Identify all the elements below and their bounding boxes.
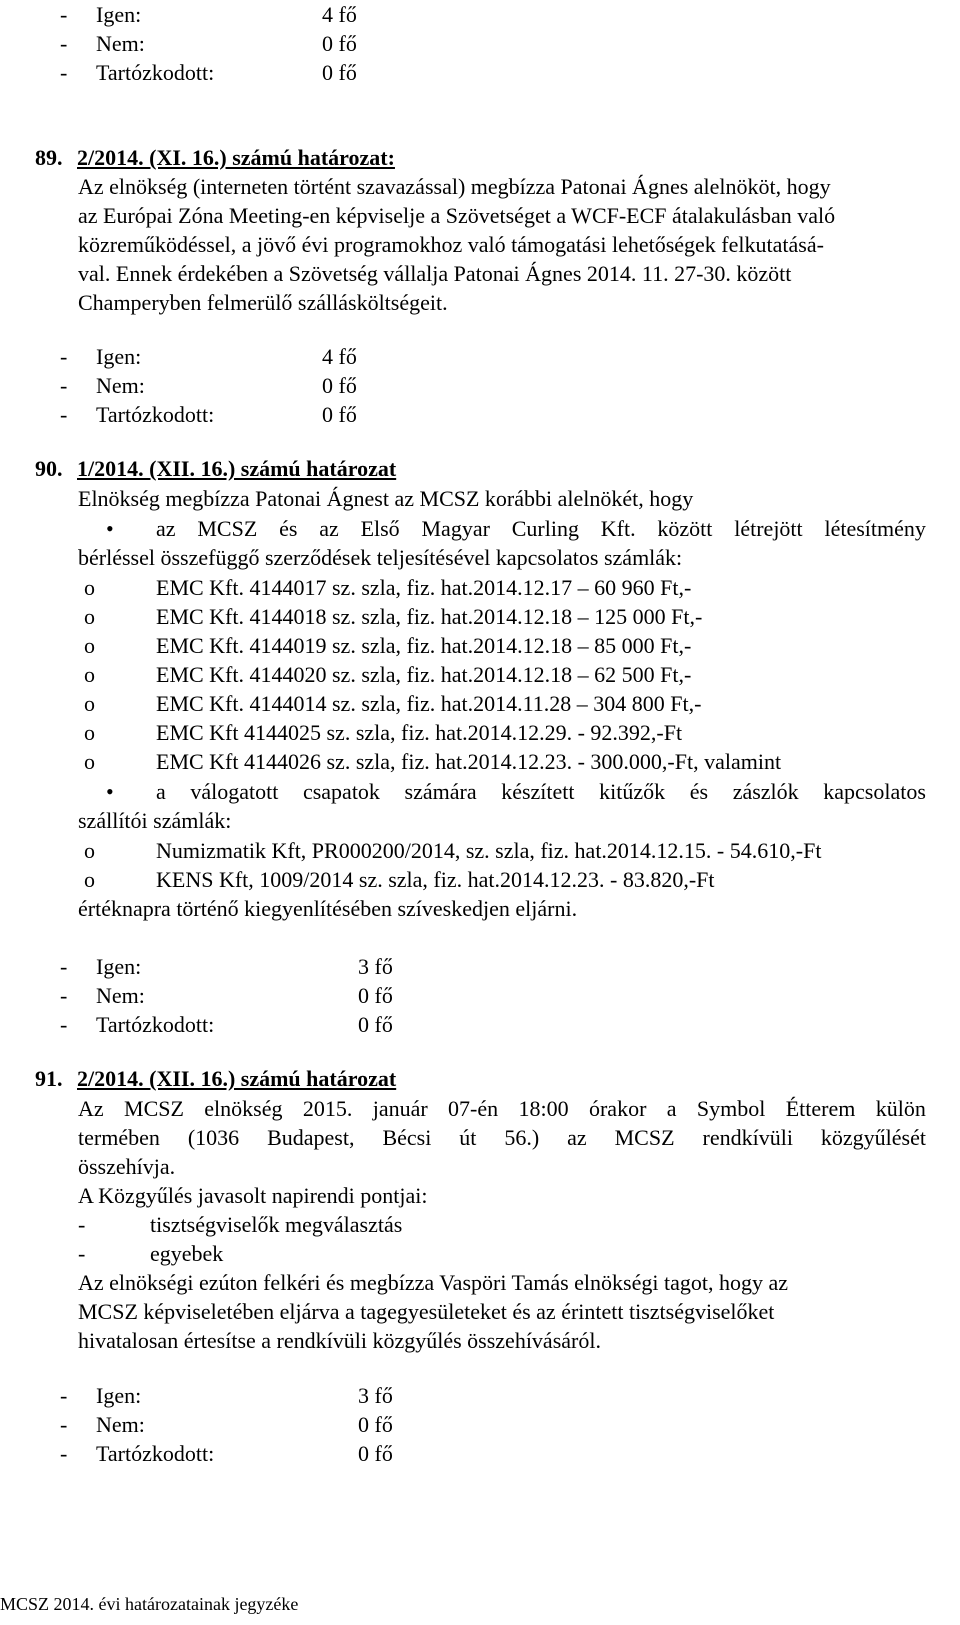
res90-vote-tartozkodott: - Tartózkodott: 0 fő	[60, 1012, 393, 1037]
resolution-89-heading: 89. 2/2014. (XI. 16.) számú határozat:	[35, 145, 395, 170]
res90-closing: értéknapra történő kiegyenlítésében szíveskedjen eljárni.	[78, 896, 578, 921]
bullet-icon: •	[106, 516, 114, 541]
res89-line: val. Ennek érdekében a Szövetség vállalja Patonai Ágnes 2014. 11. 27-30. között	[78, 261, 792, 286]
invoice-item: o KENS Kft, 1009/2014 sz. szla, fiz. hat.2014.12.23. - 83.820,-Ft	[84, 867, 715, 892]
res91-p1-line2: termében (1036 Budapest, Bécsi út 56.) az MCSZ rendkívüli közgyűlését	[78, 1125, 926, 1150]
res90-bullet1-cont: bérléssel összefüggő szerződések teljesítésével kapcsolatos számlák:	[78, 545, 683, 570]
res90-bullet2-line: a válogatott csapatok számára készített kitűzők és zászlók kapcsolatos	[156, 779, 926, 804]
res90-intro: Elnökség megbízza Patonai Ágnest az MCSZ korábbi alelnökét, hogy	[78, 486, 694, 511]
res89-line: Champeryben felmerülő szállásköltségeit.	[78, 290, 448, 315]
invoice-item: o EMC Kft. 4144018 sz. szla, fiz. hat.2014.12.18 – 125 000 Ft,-	[84, 604, 703, 629]
res89-vote-tartozkodott: - Tartózkodott: 0 fő	[60, 402, 357, 427]
res90-bullet2-cont: szállítói számlák:	[78, 808, 232, 833]
res91-p1-line3: összehívja.	[78, 1154, 176, 1179]
res89-vote-igen: - Igen: 4 fő	[60, 344, 357, 369]
page-footer: MCSZ 2014. évi határozatainak jegyzéke	[0, 1594, 299, 1614]
resolution-91-heading: 91. 2/2014. (XII. 16.) számú határozat	[35, 1066, 397, 1091]
invoice-item: o EMC Kft. 4144014 sz. szla, fiz. hat.2014.11.28 – 304 800 Ft,-	[84, 691, 702, 716]
res91-p2-line: Az elnökségi ezúton felkéri és megbízza Vaspöri Tamás elnökségi tagot, hogy az	[78, 1270, 788, 1295]
invoice-item: o EMC Kft 4144026 sz. szla, fiz. hat.2014.12.23. - 300.000,-Ft, valamint	[84, 749, 782, 774]
vote-igen: - Igen: 4 fő	[60, 2, 357, 27]
resolution-90-heading: 90. 1/2014. (XII. 16.) számú határozat	[35, 456, 397, 481]
invoice-item: o EMC Kft. 4144020 sz. szla, fiz. hat.2014.12.18 – 62 500 Ft,-	[84, 662, 692, 687]
res91-p2-line: MCSZ képviseletében eljárva a tagegyesületeket és az érintett tisztségviselőket	[78, 1299, 775, 1324]
res90-bullet1-line: az MCSZ és az Első Magyar Curling Kft. között létrejött létesítmény	[156, 516, 926, 541]
agenda-item: - egyebek	[78, 1241, 224, 1266]
invoice-item: o EMC Kft 4144025 sz. szla, fiz. hat.2014.12.29. - 92.392,-Ft	[84, 720, 683, 745]
res89-line: az Európai Zóna Meeting-en képviselje a Szövetséget a WCF-ECF átalakulásban való	[78, 203, 836, 228]
res90-vote-nem: - Nem: 0 fő	[60, 983, 393, 1008]
res91-vote-nem: - Nem: 0 fő	[60, 1412, 393, 1437]
res91-vote-igen: - Igen: 3 fő	[60, 1383, 393, 1408]
res89-vote-nem: - Nem: 0 fő	[60, 373, 357, 398]
res90-vote-igen: - Igen: 3 fő	[60, 954, 393, 979]
vote-tartozkodott: - Tartózkodott: 0 fő	[60, 60, 357, 85]
res91-agenda-title: A Közgyűlés javasolt napirendi pontjai:	[78, 1183, 428, 1208]
agenda-item: - tisztségviselők megválasztás	[78, 1212, 403, 1237]
res91-vote-tartozkodott: - Tartózkodott: 0 fő	[60, 1441, 393, 1466]
res91-p1-line1: Az MCSZ elnökség 2015. január 07-én 18:00 órakor a Symbol Étterem külön	[78, 1096, 926, 1121]
res89-line: Az elnökség (interneten történt szavazással) megbízza Patonai Ágnes alelnököt, hogy	[78, 174, 831, 199]
res91-p2-line: hivatalosan értesítse a rendkívüli közgyűlés összehívásáról.	[78, 1328, 601, 1353]
invoice-item: o EMC Kft. 4144019 sz. szla, fiz. hat.2014.12.18 – 85 000 Ft,-	[84, 633, 692, 658]
res89-line: közreműködéssel, a jövő évi programokhoz való támogatási lehetőségek felkutatásá-	[78, 232, 824, 257]
invoice-item: o Numizmatik Kft, PR000200/2014, sz. szla, fiz. hat.2014.12.15. - 54.610,-Ft	[84, 838, 822, 863]
bullet-icon: •	[106, 779, 114, 804]
vote-nem: - Nem: 0 fő	[60, 31, 357, 56]
invoice-item: o EMC Kft. 4144017 sz. szla, fiz. hat.2014.12.17 – 60 960 Ft,-	[84, 575, 692, 600]
